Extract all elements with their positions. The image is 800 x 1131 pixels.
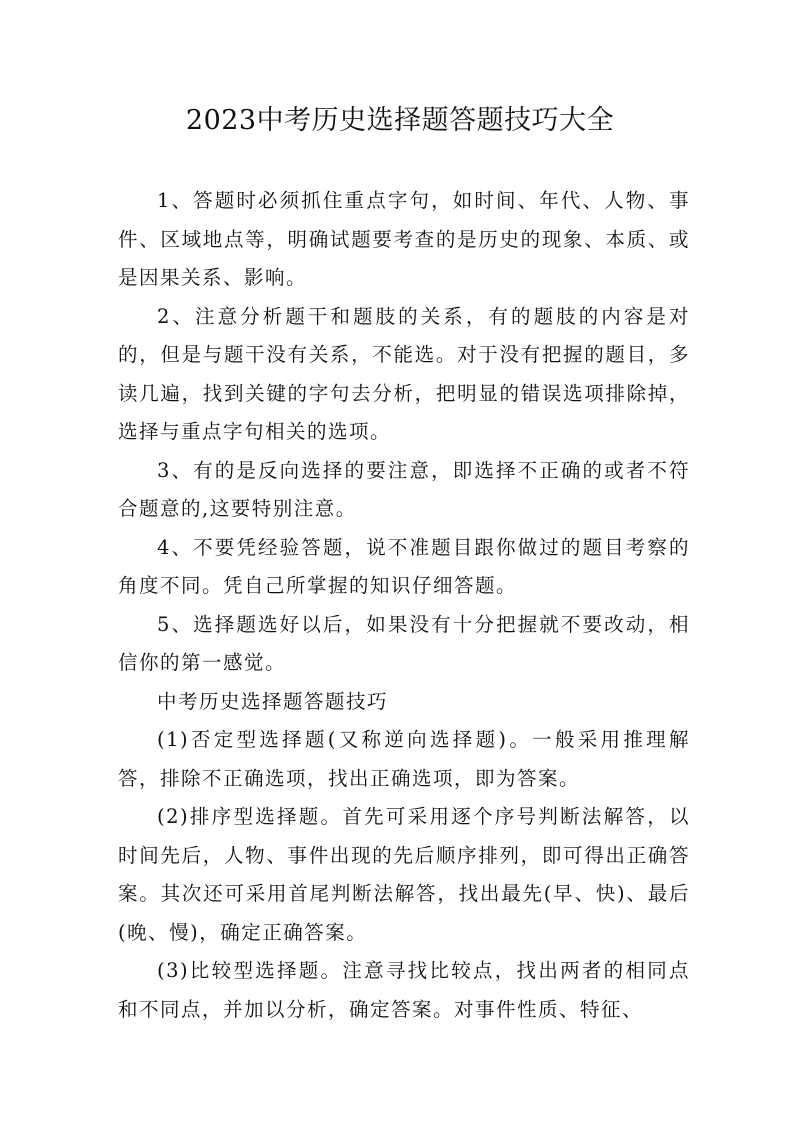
paragraph-2: 2、注意分析题干和题肢的关系，有的题肢的内容是对的，但是与题干没有关系，不能选。对于没有把握的题目，多读几遍，找到关键的字句去分析，把明显的错误选项排除掉，选择与重点字句相关的选项。: [118, 304, 690, 443]
paragraph-negative-type: (1)否定型选择题(又称逆向选择题)。一般采用推理解答，排除不正确选项，找出正确选项，即为答案。: [118, 728, 690, 790]
paragraph-1: 1、答题时必须抓住重点字句，如时间、年代、人物、事件、区域地点等，明确试题要考查的是历史的现象、本质、或是因果关系、影响。: [118, 189, 690, 289]
document-body: [118, 182, 690, 1029]
paragraph-3: 3、有的是反向选择的要注意，即选择不正确的或者不符合题意的,这要特别注意。: [118, 458, 690, 520]
paragraph-5: 5、选择题选好以后，如果没有十分把握就不要改动，相信你的第一感觉。: [118, 612, 690, 674]
paragraph-comparison-type: (3)比较型选择题。注意寻找比较点，找出两者的相同点和不同点，并加以分析，确定答案。对事件性质、特征、: [118, 959, 690, 1021]
paragraph-ordering-type: (2)排序型选择题。首先可采用逐个序号判断法解答，以时间先后，人物、事件出现的先后顺序排列，即可得出正确答案。其次还可采用首尾判断法解答，找出最先(早、快)、最后(晚、慢)，确定正确答案。: [118, 805, 690, 944]
paragraph-4: 4、不要凭经验答题，说不准题目跟你做过的题目考察的角度不同。凭自己所掌握的知识仔细答题。: [118, 535, 690, 597]
document-title: 2023中考历史选择题答题技巧大全: [185, 105, 615, 136]
section-heading: 中考历史选择题答题技巧: [157, 689, 389, 713]
